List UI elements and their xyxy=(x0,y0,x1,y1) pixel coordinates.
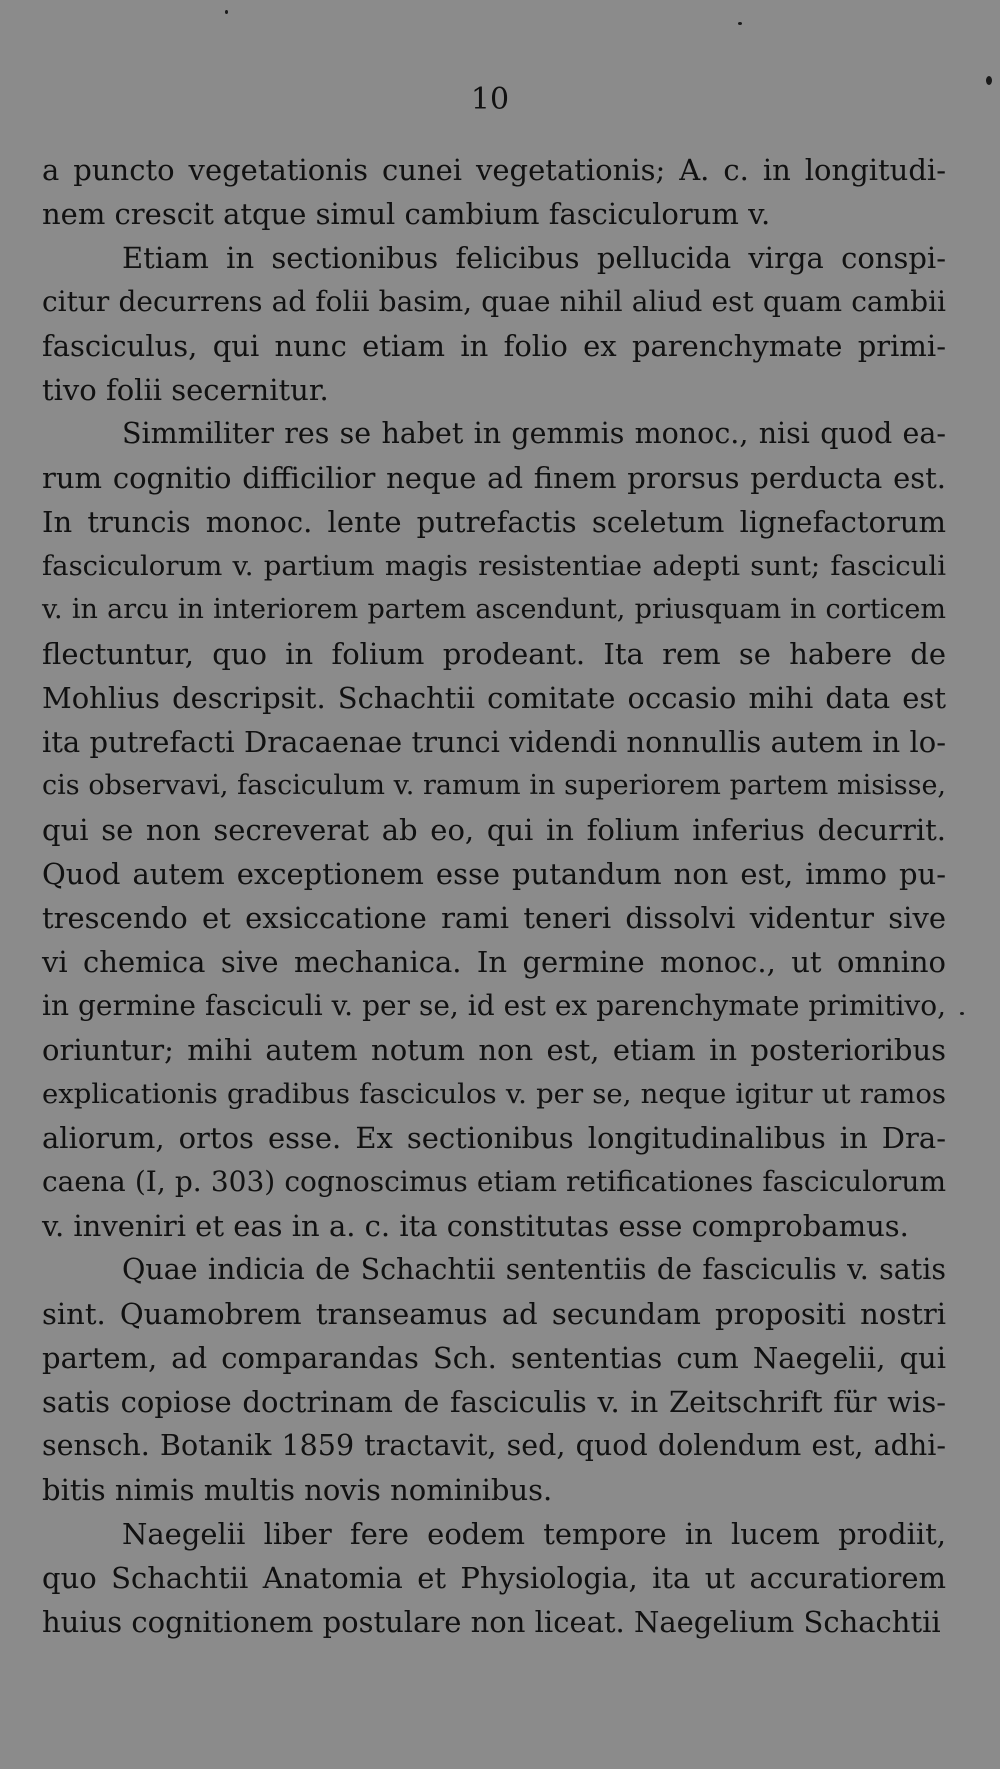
text-line: Etiam in sectionibus felicibus pellucida virga conspi- xyxy=(122,241,946,275)
text-line: v. in arcu in interiorem partem ascendunt, priusquam in corticem xyxy=(42,594,946,625)
scan-speck xyxy=(738,22,742,25)
body-text xyxy=(42,148,946,1644)
scan-speck xyxy=(225,10,228,14)
text-line: fasciculus, qui nunc etiam in folio ex parenchymate primi- xyxy=(42,329,946,363)
text-line: aliorum, ortos esse. Ex sectionibus longitudinalibus in Dra- xyxy=(42,1121,946,1155)
text-line: In truncis monoc. lente putrefactis sceletum lignefactorum xyxy=(42,505,946,539)
text-line: sint. Quamobrem transeamus ad secundam propositi nostri xyxy=(42,1297,946,1331)
text-line: a puncto vegetationis cunei vegetationis; A. c. in longitudi- xyxy=(42,153,946,187)
text-line: Mohlius descripsit. Schachtii comitate occasio mihi data est xyxy=(42,681,946,715)
text-line: Quod autem exceptionem esse putandum non est, immo pu- xyxy=(42,857,946,891)
text-line: citur decurrens ad folii basim, quae nihil aliud est quam cambii xyxy=(42,285,946,318)
text-line: satis copiose doctrinam de fasciculis v. in Zeitschrift für wis- xyxy=(42,1385,946,1419)
scan-speck xyxy=(960,1012,964,1015)
scan-speck xyxy=(986,76,992,85)
text-line: vi chemica sive mechanica. In germine monoc., ut omnino xyxy=(42,945,946,979)
text-line: fasciculorum v. partium magis resistentiae adepti sunt; fasciculi xyxy=(42,550,946,582)
text-line: quo Schachtii Anatomia et Physiologia, ita ut accuratiorem xyxy=(42,1561,946,1595)
text-line: tivo folii secernitur. xyxy=(42,373,329,407)
text-line: explicationis gradibus fasciculos v. per se, neque igitur ut ramos xyxy=(42,1078,946,1110)
text-line: v. inveniri et eas in a. c. ita constitutas esse comprobamus. xyxy=(42,1209,909,1243)
page-number: 10 xyxy=(470,82,510,117)
text-line: Quae indicia de Schachtii sententiis de fasciculis v. satis xyxy=(122,1253,946,1286)
text-line: huius cognitionem postulare non liceat. Naegelium Schachtii xyxy=(42,1605,941,1639)
text-line: nem crescit atque simul cambium fasciculorum v. xyxy=(42,197,771,231)
text-line: in germine fasciculi v. per se, id est ex parenchymate primitivo, xyxy=(42,989,946,1022)
text-line: qui se non secreverat ab eo, qui in folium inferius decurrit. xyxy=(42,813,946,847)
text-line: partem, ad comparandas Sch. sententias cum Naegelii, qui xyxy=(42,1341,946,1375)
text-line: caena (I, p. 303) cognoscimus etiam retificationes fasciculorum xyxy=(42,1165,946,1198)
text-line: Naegelii liber fere eodem tempore in lucem prodiit, xyxy=(122,1517,946,1551)
text-line: sensch. Botanik 1859 tractavit, sed, quod dolendum est, adhi- xyxy=(42,1429,946,1462)
text-line: rum cognitio difficilior neque ad finem prorsus perducta est. xyxy=(42,461,946,495)
text-line: trescendo et exsiccatione rami teneri dissolvi videntur sive xyxy=(42,901,946,935)
text-line: flectuntur, quo in folium prodeant. Ita rem se habere de xyxy=(42,637,946,671)
text-line: oriuntur; mihi autem notum non est, etiam in posterioribus xyxy=(42,1033,946,1067)
text-line: ita putrefacti Dracaenae trunci videndi nonnullis autem in lo- xyxy=(42,725,946,759)
text-line: bitis nimis multis novis nominibus. xyxy=(42,1473,553,1507)
text-line: Simmiliter res se habet in gemmis monoc., nisi quod ea- xyxy=(122,417,946,450)
text-line: cis observavi, fasciculum v. ramum in superiorem partem misisse, xyxy=(42,770,946,801)
